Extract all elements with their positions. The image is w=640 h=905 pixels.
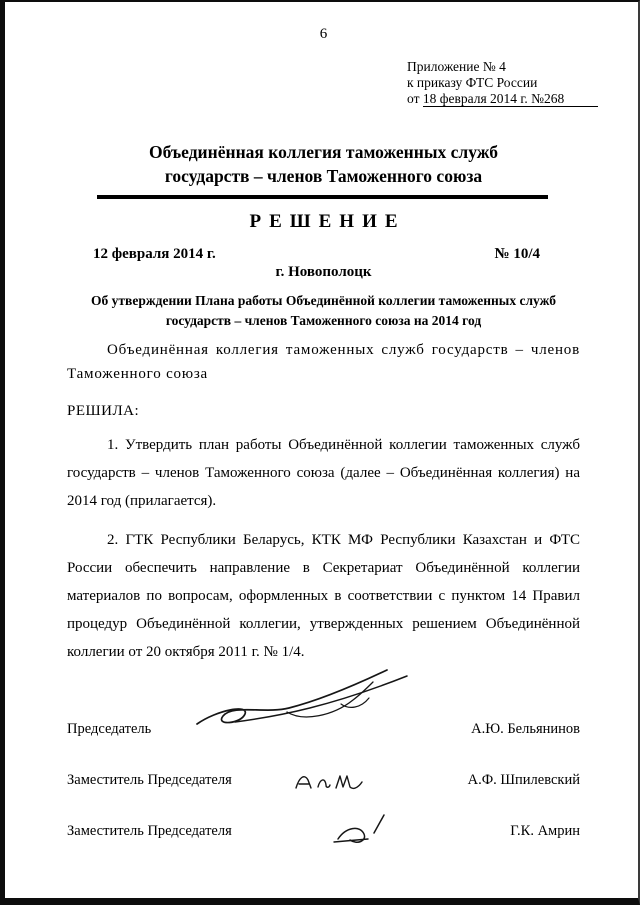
annex-line-1: Приложение № 4 <box>407 59 506 74</box>
annex-line-3-prefix: от <box>407 91 420 106</box>
annex-block <box>407 59 580 107</box>
annex-order-date: 18 февраля 2014 г. №268 <box>423 91 598 107</box>
signature-title: Заместитель Председателя <box>67 822 232 839</box>
document-type-heading: РЕШЕНИЕ <box>249 211 406 233</box>
annex-line-3 <box>407 91 580 107</box>
signature-belyaninov-scribble <box>151 716 471 742</box>
document-number: № 10/4 <box>494 246 540 263</box>
signature-name: Г.К. Амрин <box>510 822 580 839</box>
signature-scribble-icon <box>191 664 421 742</box>
header-rule <box>97 195 548 199</box>
signature-row-deputy-2 <box>67 816 580 846</box>
document-city: г. Новополоцк <box>275 264 372 281</box>
signature-scribble-icon <box>292 764 368 794</box>
document-content <box>5 2 638 846</box>
signature-row-chairman <box>67 714 580 744</box>
document-subject: Об утверждении Плана работы Объединённой коллегии таможенных служб государств – членов Таможенного союза на 2014 год <box>91 293 556 328</box>
organization-title-line-1: Объединённая коллегия таможенных служб <box>149 142 498 162</box>
signature-scribble-icon <box>330 811 392 847</box>
signature-name: А.Ф. Шпилевский <box>467 771 580 788</box>
signature-row-deputy-1 <box>67 765 580 795</box>
paragraph-2: 2. ГТК Республики Беларусь, КТК МФ Республики Казахстан и ФТС России обеспечить направление в Секретариат Объединённой коллегии материалов по вопросам, оформленных в соответствии с пунктом 14 Правил процедур Объединённой коллегии, утвержденных решением Объединённой коллегии от 20 октября 2011 г. № 1/4. <box>67 532 580 661</box>
signature-amrin-scribble <box>232 811 511 851</box>
intro-paragraph: Объединённая коллегия таможенных служб государств – членов Таможенного союза <box>67 342 580 382</box>
document-date: 12 февраля 2014 г. <box>93 246 216 263</box>
signature-shpilevsky-scribble <box>232 764 468 796</box>
organization-title <box>67 141 580 188</box>
signature-name: А.Ю. Бельянинов <box>471 720 580 737</box>
signature-block <box>67 714 580 846</box>
date-number-row <box>67 246 580 263</box>
annex-line-2: к приказу ФТС России <box>407 75 538 90</box>
organization-title-line-2: государств – членов Таможенного союза <box>164 165 483 186</box>
resolved-label: РЕШИЛА: <box>67 402 140 419</box>
signature-title: Заместитель Председателя <box>67 771 232 788</box>
page-number: 6 <box>319 26 328 42</box>
paragraph-1: 1. Утвердить план работы Объединённой коллегии таможенных служб государств – членов Таможенного союза (далее – Объединённая коллегия) на 2014 год (прилагается). <box>67 436 580 509</box>
signature-title: Председатель <box>67 720 152 737</box>
